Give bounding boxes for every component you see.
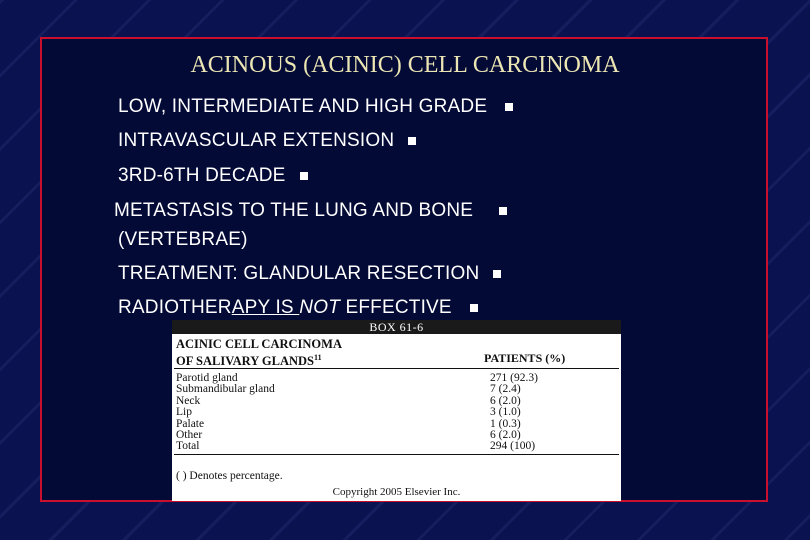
row-patients: 1 (0.3) <box>490 417 521 430</box>
bullet-metastasis <box>114 200 507 222</box>
square-bullet-icon <box>505 103 513 111</box>
bullet-text: EFFECTIVE <box>340 297 452 318</box>
bullet-text: LOW, INTERMEDIATE AND HIGH GRADE <box>118 96 488 117</box>
row-patients: 6 (2.0) <box>490 394 521 407</box>
row-patients: 3 (1.0) <box>490 406 521 419</box>
bullet-text: METASTASIS TO THE LUNG AND BONE <box>114 200 474 221</box>
divider <box>174 368 619 369</box>
row-site: Submandibular gland <box>176 383 275 396</box>
row-site: Palate <box>176 417 205 430</box>
bullet-vertebrae <box>118 229 248 251</box>
table-row <box>176 396 621 407</box>
square-bullet-icon <box>470 304 478 312</box>
bullet-text-underlined: APY IS <box>231 297 300 318</box>
square-bullet-icon <box>493 270 501 278</box>
box-61-6-table <box>172 320 621 501</box>
row-site: Lip <box>176 406 192 419</box>
bullet-text: 3RD-6TH DECADE <box>118 165 286 186</box>
table-row <box>176 384 621 395</box>
table-row-total <box>176 441 621 452</box>
column-header-patients: PATIENTS (%) <box>484 351 566 365</box>
row-site: Other <box>176 428 203 441</box>
bullet-radiotherapy <box>118 297 478 319</box>
table-heading-line2 <box>176 351 342 368</box>
table-rows <box>176 373 621 453</box>
row-patients: 294 (100) <box>490 440 536 453</box>
heading-text: OF SALIVARY GLANDS <box>176 354 315 369</box>
table-heading-line1: ACINIC CELL CARCINOMA <box>176 337 342 351</box>
bullet-text: INTRAVASCULAR EXTENSION <box>118 130 395 151</box>
bullet-text: TREATMENT: GLANDULAR RESECTION <box>118 263 480 284</box>
bullet-treatment <box>118 263 501 285</box>
table-heading <box>176 338 342 368</box>
reference-superscript: 11 <box>314 353 322 362</box>
row-site: Parotid gland <box>176 372 238 384</box>
box-title: BOX 61-6 <box>172 320 621 334</box>
table-row <box>176 419 621 430</box>
square-bullet-icon <box>408 137 416 145</box>
table-note: ( ) Denotes percentage. <box>176 470 283 482</box>
bullet-text: RADIOTHER <box>118 297 232 318</box>
slide-title: ACINOUS (ACINIC) CELL CARCINOMA <box>190 52 620 78</box>
row-site: Neck <box>176 394 201 407</box>
divider <box>174 454 619 455</box>
bullet-decade <box>118 165 308 187</box>
row-site: Total <box>176 440 200 453</box>
row-patients: 6 (2.0) <box>490 428 521 441</box>
square-bullet-icon <box>300 172 308 180</box>
copyright-text: Copyright 2005 Elsevier Inc. <box>332 486 461 498</box>
table-row <box>176 430 621 441</box>
bullet-intravascular <box>118 130 416 152</box>
row-patients: 271 (92.3) <box>490 372 538 384</box>
table-row <box>176 407 621 418</box>
bullet-grade <box>118 96 513 118</box>
bullet-text-italic: NOT <box>299 297 341 318</box>
bullet-text: (VERTEBRAE) <box>118 229 248 250</box>
square-bullet-icon <box>499 207 507 215</box>
row-patients: 7 (2.4) <box>490 383 521 396</box>
